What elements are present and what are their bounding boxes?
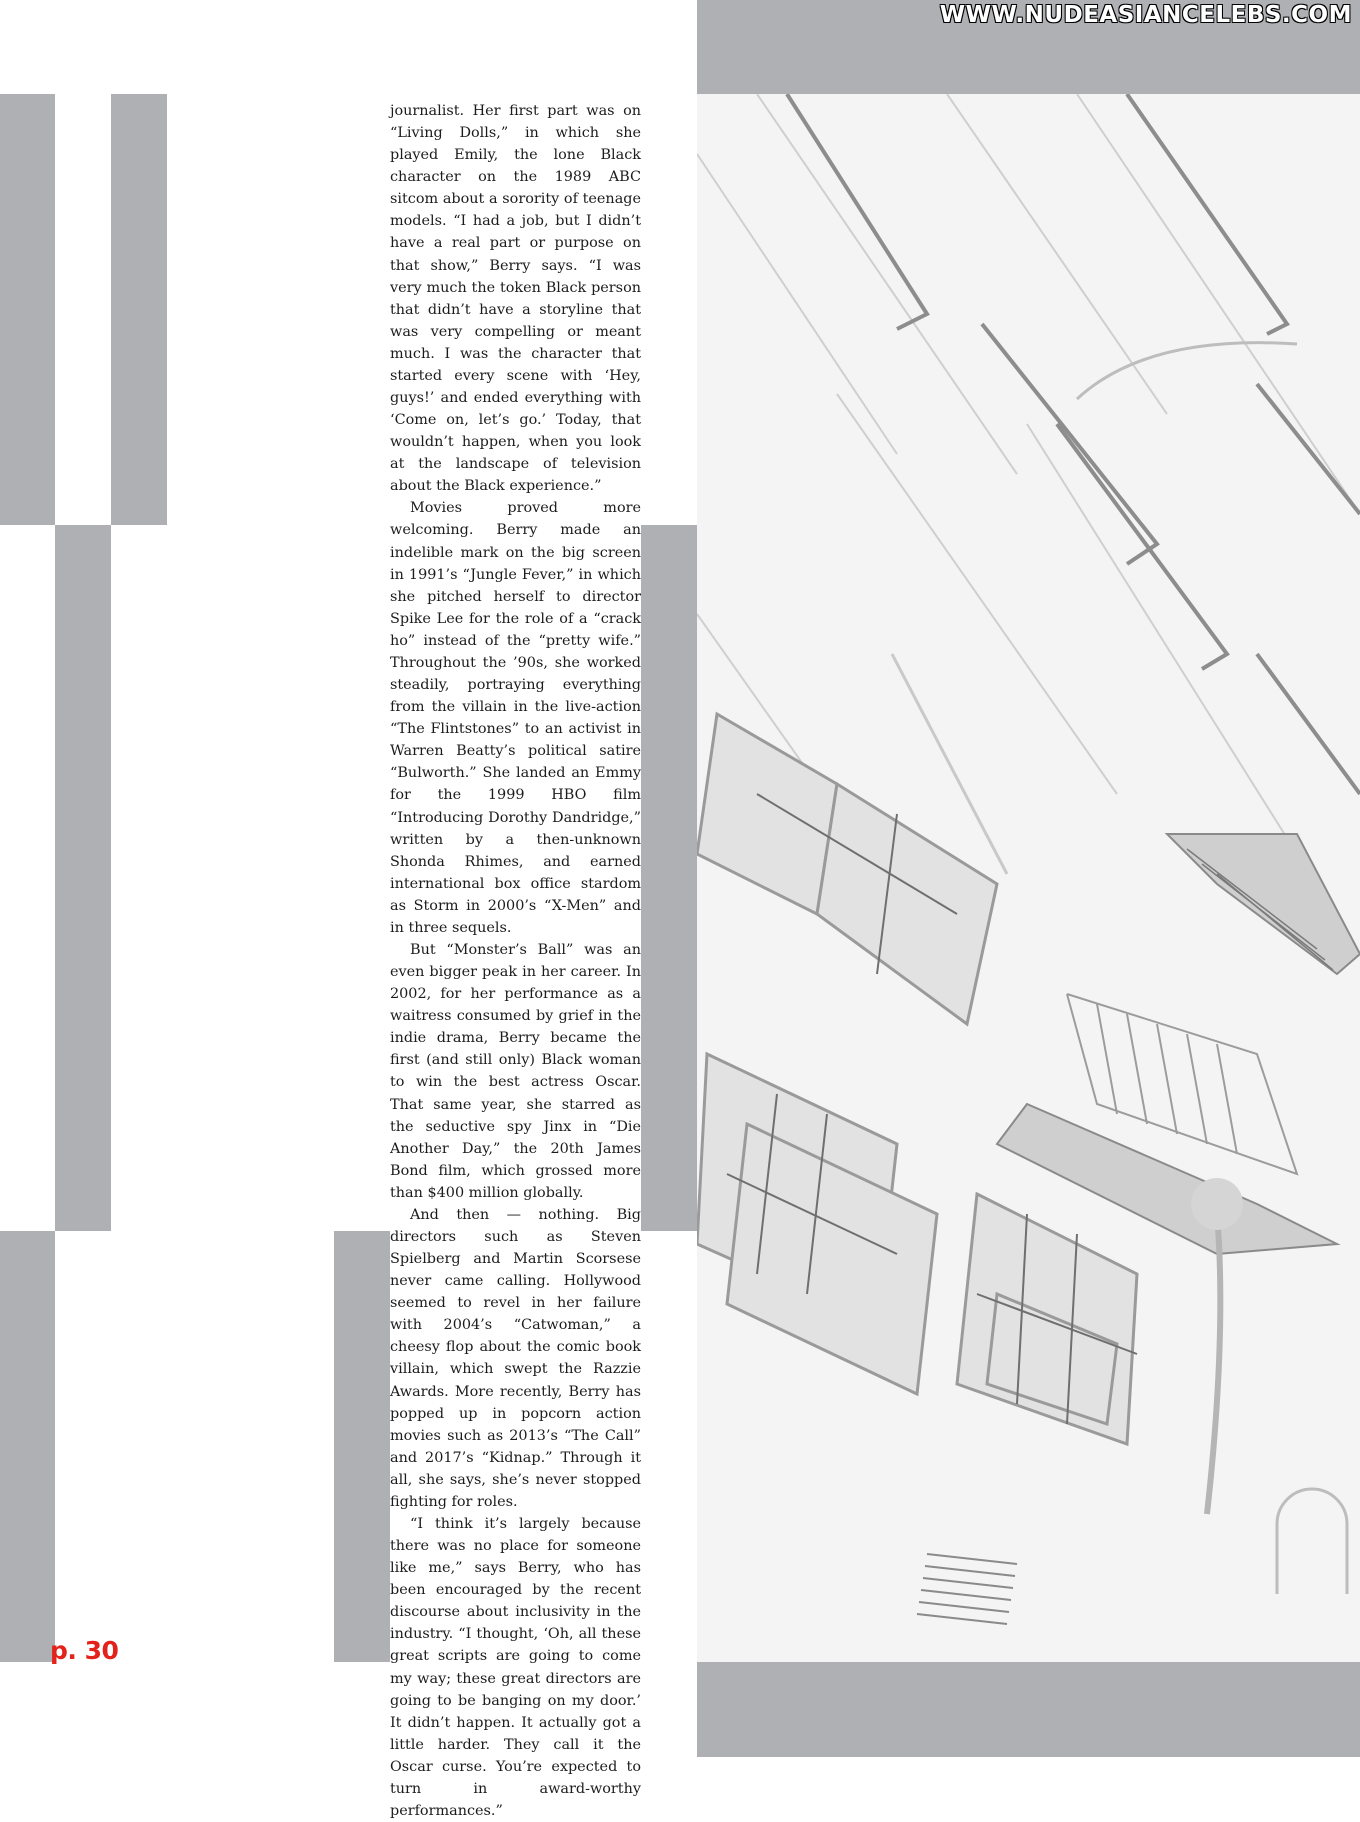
watermark: WWW.NUDEASIANCELEBS.COM bbox=[939, 2, 1352, 28]
building-photo bbox=[697, 94, 1360, 1662]
page-number: p. 30 bbox=[50, 1636, 119, 1665]
gray-block-left-inner-top bbox=[111, 94, 167, 525]
article-paragraph: But “Monster’s Ball” was an even bigger peak in her career. In 2002, for her performance as a waitress consumed by grief in the indie drama, Berry became the first (and still only) Black woman to win the best actress Oscar. That same year, she starred as the seductive spy Jinx in “Die Another Day,” the 20th James Bond film, which grossed more than $400 million globally. bbox=[390, 941, 641, 1201]
article-column bbox=[390, 100, 641, 1822]
gray-block-bottom-right bbox=[697, 1662, 1360, 1757]
article-paragraph: Movies proved more welcoming. Berry made an indelible mark on the big screen in 1991’s “Jungle Fever,” in which she pitched herself to director Spike Lee for the role of a “crack ho” instead of the “pretty wife.” Throughout the ’90s, she worked steadily, portraying everything from the villain in the live-action “The Flintstones” to an activist in Warren Beatty’s political satire “Bulworth.” She landed an Emmy for the 1999 HBO film “Introducing Dorothy Dandridge,” written by a then-unknown Shonda Rhimes, and earned international box office stardom as Storm in 2000’s “X-Men” and in three sequels. bbox=[390, 500, 641, 936]
gray-block-left-mid bbox=[55, 525, 111, 1231]
article-paragraph: “I think it’s largely because there was no place for someone like me,” says Berry, who has been encouraged by the recent discourse about inclusivity in the industry. “I thought, ‘Oh, all these great scripts are going to come my way; these great directors are going to be banging on my door.’ It didn’t happen. It actually got a little harder. They call it the Oscar curse. You’re expected to turn in award-worthy performances.” bbox=[390, 1516, 641, 1820]
building-illustration bbox=[697, 94, 1360, 1662]
article-paragraph: journalist. Her first part was on “Living Dolls,” in which she played Emily, the lone Black character on the 1989 ABC sitcom about a sorority of teenage models. “I had a job, but I didn’t have a real part or purpose on that show,” Berry says. “I was very much the token Black person that didn’t have a storyline that was very compelling or meant much. I was the character that started every scene with ‘Hey, guys!’ and ended everything with ‘Come on, let’s go.’ Today, that wouldn’t happen, when you look at the landscape of television about the Black experience.” bbox=[390, 103, 641, 495]
gray-block-left-top bbox=[0, 94, 55, 525]
gray-block-center-right bbox=[641, 525, 697, 1231]
gray-block-center-bottom bbox=[334, 1231, 390, 1662]
gray-block-left-bottom bbox=[0, 1231, 55, 1662]
article-paragraph: And then — nothing. Big directors such as Steven Spielberg and Martin Scorsese never came calling. Hollywood seemed to revel in her failure with 2004’s “Catwoman,” a cheesy flop about the comic book villain, which swept the Razzie Awards. More recently, Berry has popped up in popcorn action movies such as 2013’s “The Call” and 2017’s “Kidnap.” Through it all, she says, she’s never stopped fighting for roles. bbox=[390, 1206, 641, 1510]
